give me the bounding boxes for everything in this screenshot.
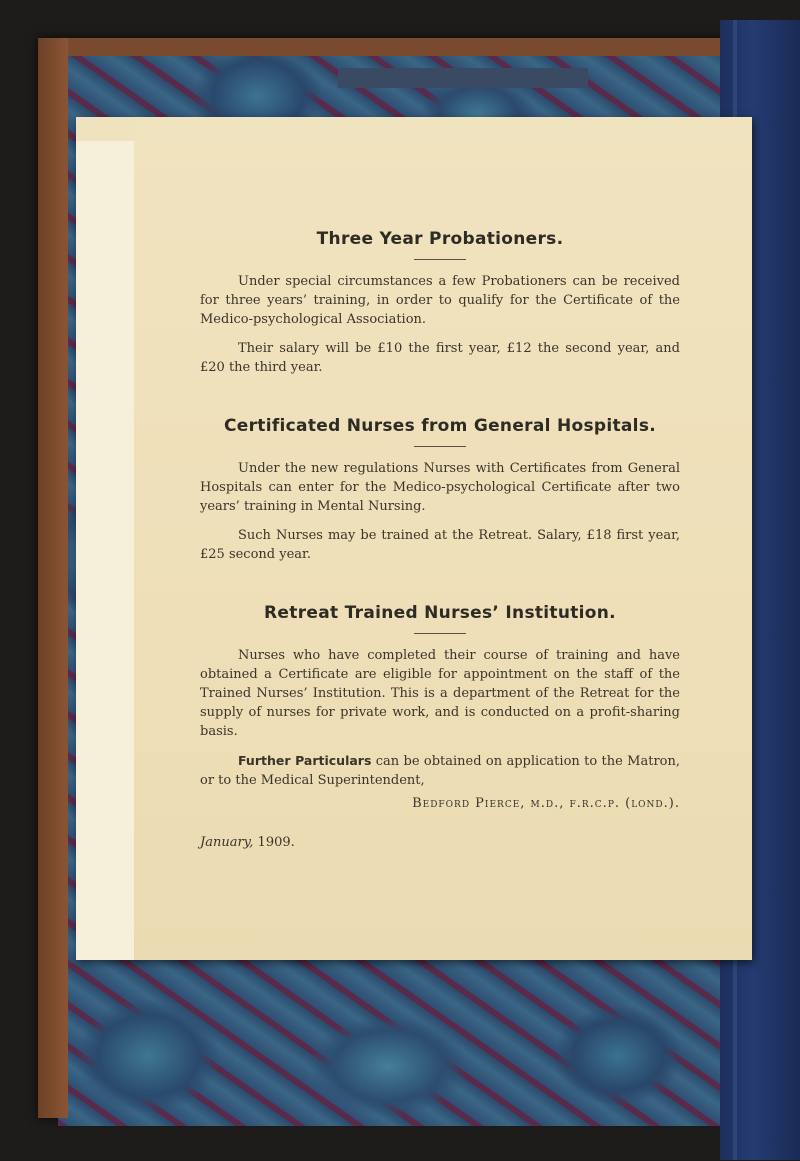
document-date (200, 833, 680, 852)
section-rule (414, 633, 466, 634)
date-year: 1909. (253, 835, 295, 850)
section-heading-probationers: Three Year Probationers. (316, 229, 564, 249)
paragraph: Under special circumstances a few Probationers can be received for three years’ training, in order to qualify for the Certificate of the Medico-psychological Association. (200, 274, 680, 327)
section-rule (414, 446, 466, 447)
signature: Bedford Pierce, m.d., f.r.c.p. (lond.). (412, 796, 680, 811)
further-particulars (200, 751, 680, 790)
cloth-band (338, 68, 588, 88)
section-heading-certificated: Certificated Nurses from General Hospitals. (224, 416, 656, 436)
section-heading-institution: Retreat Trained Nurses’ Institution. (264, 603, 616, 623)
paragraph: Nurses who have completed their course of training and have obtained a Certificate are eligible for appointment on the staff of the Trained Nurses’ Institution. This is a department of the Retreat for the supply of nurses for private work, and is conducted on a profit-sharing basis. (200, 648, 680, 739)
further-rest: can be obtained on application to the Matron, or to the Medical Superintendent, (200, 754, 680, 788)
section-rule (414, 259, 466, 260)
date-month: January, (200, 835, 254, 850)
further-lead: Further Particulars (238, 753, 372, 768)
paragraph: Such Nurses may be trained at the Retreat. Salary, £18 first year, £25 second year. (200, 528, 680, 562)
paragraph: Under the new regulations Nurses with Certificates from General Hospitals can enter for the Medico-psychological Certificate after two years’ training in Mental Nursing. (200, 461, 680, 514)
page-margin-strip (76, 141, 135, 960)
paragraph: Their salary will be £10 the first year, £12 the second year, and £20 the third year. (200, 341, 680, 375)
document-text (200, 230, 680, 852)
cover-edge (38, 38, 68, 1118)
